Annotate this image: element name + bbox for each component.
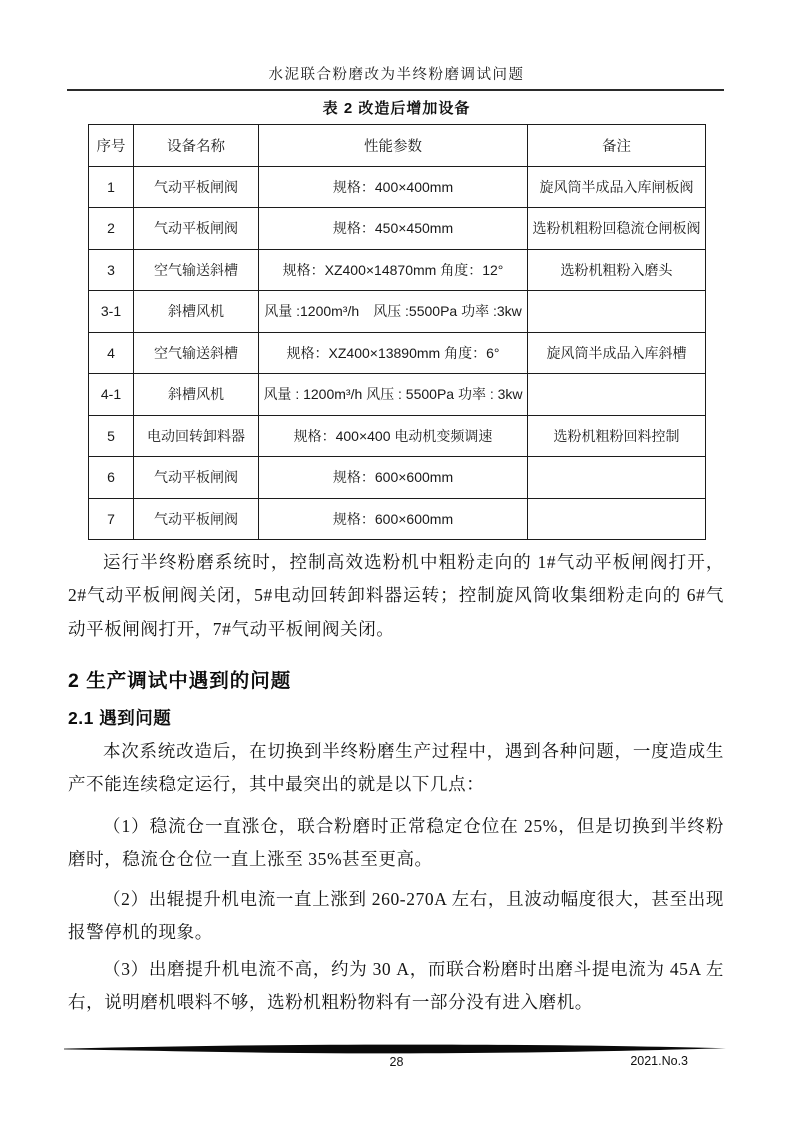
footer-divider-rule bbox=[64, 1044, 726, 1054]
section-2-heading: 2 生产调试中遇到的问题 bbox=[68, 670, 292, 692]
table-row bbox=[89, 332, 706, 374]
cell-performance: 风量 :1200m³/h 风压 :5500Pa 功率 :3kw bbox=[259, 291, 528, 333]
section-2-1-heading: 2.1 遇到问题 bbox=[68, 708, 172, 728]
added-equipment-table bbox=[88, 124, 706, 540]
cell-seq: 3-1 bbox=[89, 291, 134, 333]
table-row bbox=[89, 249, 706, 291]
table-row bbox=[89, 457, 706, 499]
cell-remark: 选粉机粗粉入磨头 bbox=[528, 249, 706, 291]
cell-seq: 4 bbox=[89, 332, 134, 374]
cell-device: 气动平板闸阀 bbox=[134, 498, 259, 540]
table-row bbox=[89, 415, 706, 457]
cell-device: 电动回转卸料器 bbox=[134, 415, 259, 457]
cell-device: 斜槽风机 bbox=[134, 291, 259, 333]
cell-device: 空气输送斜槽 bbox=[134, 332, 259, 374]
cell-seq: 2 bbox=[89, 208, 134, 250]
paragraph-problems-intro: 本次系统改造后，在切换到半终粉磨生产过程中，遇到各种问题，一度造成生产不能连续稳定运行，其中最突出的就是以下几点： bbox=[68, 741, 724, 795]
cell-remark: 旋风筒半成品入库闸板阀 bbox=[528, 166, 706, 208]
table-row bbox=[89, 291, 706, 333]
problem-item-1: （1）稳流仓一直涨仓，联合粉磨时正常稳定仓位在 25%，但是切换到半终粉磨时，稳流仓仓位一直上涨至 35%甚至更高。 bbox=[68, 816, 724, 870]
cell-performance: 规格：400×400mm bbox=[259, 166, 528, 208]
running-header-title: 水泥联合粉磨改为半终粉磨调试问题 bbox=[268, 67, 525, 83]
cell-remark bbox=[528, 374, 706, 416]
cell-remark bbox=[528, 291, 706, 333]
cell-performance: 规格：450×450mm bbox=[259, 208, 528, 250]
cell-remark: 旋风筒半成品入库斜槽 bbox=[528, 332, 706, 374]
col-header-device-name: 设备名称 bbox=[134, 125, 259, 167]
table-row bbox=[89, 208, 706, 250]
cell-seq: 6 bbox=[89, 457, 134, 499]
cell-device: 斜槽风机 bbox=[134, 374, 259, 416]
problem-item-3: （3）出磨提升机电流不高，约为 30 A，而联合粉磨时出磨斗提电流为 45A 左右，说明磨机喂料不够，选粉机粗粉物料有一部分没有进入磨机。 bbox=[68, 959, 724, 1013]
cell-seq: 4-1 bbox=[89, 374, 134, 416]
problem-item-2: （2）出辊提升机电流一直上涨到 260-270A 左右，且波动幅度很大，甚至出现报警停机的现象。 bbox=[68, 889, 724, 943]
cell-remark: 选粉机粗粉回稳流仓闸板阀 bbox=[528, 208, 706, 250]
cell-seq: 7 bbox=[89, 498, 134, 540]
cell-performance: 规格：XZ400×13890mm 角度：6° bbox=[259, 332, 528, 374]
cell-performance: 风量 : 1200m³/h 风压 : 5500Pa 功率 : 3kw bbox=[259, 374, 528, 416]
header-divider-line bbox=[67, 89, 724, 91]
table-row bbox=[89, 374, 706, 416]
table-caption: 表 2 改造后增加设备 bbox=[322, 100, 471, 117]
cell-performance: 规格：600×600mm bbox=[259, 498, 528, 540]
table-header-row bbox=[89, 125, 706, 167]
cell-remark bbox=[528, 457, 706, 499]
table-row bbox=[89, 166, 706, 208]
cell-device: 空气输送斜槽 bbox=[134, 249, 259, 291]
cell-seq: 5 bbox=[89, 415, 134, 457]
cell-performance: 规格：600×600mm bbox=[259, 457, 528, 499]
cell-device: 气动平板闸阀 bbox=[134, 166, 259, 208]
footer-page-number: 28 bbox=[389, 1055, 404, 1069]
cell-remark bbox=[528, 498, 706, 540]
col-header-seq: 序号 bbox=[89, 125, 134, 167]
cell-remark: 选粉机粗粉回料控制 bbox=[528, 415, 706, 457]
col-header-performance: 性能参数 bbox=[259, 125, 528, 167]
table-row bbox=[89, 498, 706, 540]
paragraph-operation-description: 运行半终粉磨系统时，控制高效选粉机中粗粉走向的 1#气动平板闸阀打开，2#气动平板闸阀关闭，5#电动回转卸料器运转；控制旋风筒收集细粉走向的 6#气动平板闸阀打开，7#气动平板闸阀关闭。 bbox=[68, 552, 724, 639]
cell-device: 气动平板闸阀 bbox=[134, 457, 259, 499]
cell-device: 气动平板闸阀 bbox=[134, 208, 259, 250]
cell-seq: 3 bbox=[89, 249, 134, 291]
col-header-remark: 备注 bbox=[528, 125, 706, 167]
footer-issue-number: 2021.No.3 bbox=[630, 1054, 688, 1068]
cell-performance: 规格：XZ400×14870mm 角度：12° bbox=[259, 249, 528, 291]
cell-seq: 1 bbox=[89, 166, 134, 208]
cell-performance: 规格：400×400 电动机变频调速 bbox=[259, 415, 528, 457]
